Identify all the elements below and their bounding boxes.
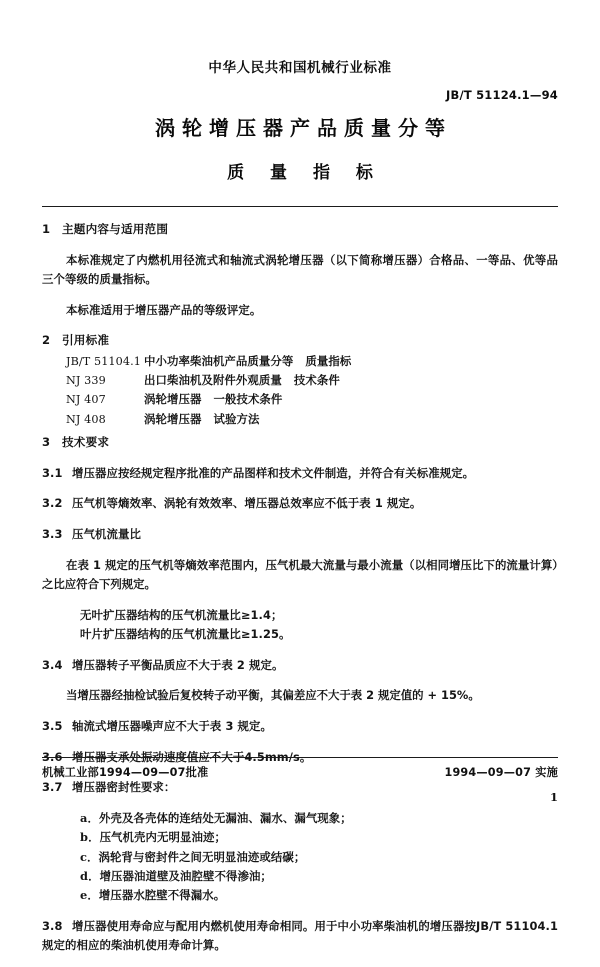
clause-3-8 [42,917,558,956]
clause-3-7-number: 3.7 [42,780,63,795]
list-item [42,352,558,371]
clause-3-6-number: 3.6 [42,749,63,764]
list-item [42,867,558,886]
clause-3-8-number: 3.8 [42,918,63,933]
clause-3-5-text: 轴流式增压器噪声应不大于表 3 规定。 [72,718,273,733]
section-heading-1 [42,220,558,239]
section-3-title: 技术要求 [62,434,110,449]
reference-title: 涡轮增压器 [144,392,202,407]
reference-subtitle: 技术条件 [293,372,340,387]
clause-3-7 [42,778,558,797]
item-letter: c． [80,849,99,864]
item-text: 压气机壳内无明显油迹； [99,830,226,845]
section-3-number: 3 [42,434,51,449]
list-item [42,410,558,429]
issuing-organization-line: 中华人民共和国机械行业标准 [208,60,392,76]
reference-code: NJ 408 [66,412,106,426]
masthead [0,60,600,76]
clause-3-2 [42,494,558,513]
reference-code: JB/T 51104.1 [66,354,141,368]
section-1-paragraph-1: 本标准规定了内燃机用径流式和轴流式涡轮增压器（以下简称增压器）合格品、一等品、优等品三个等级的质量指标。 [42,252,558,286]
reference-subtitle: 一般技术条件 [213,392,283,407]
item-text: 增压器水腔壁不得漏水。 [98,888,226,903]
implementation-date: 1994—09—07 实施 [444,766,558,779]
clause-3-4-body: 当增压器经抽检试验后复校转子动平衡，其偏差应不大于表 2 规定值的 + 15%。 [66,688,480,703]
clause-3-3-number: 3.3 [42,526,63,541]
document-body [42,216,558,967]
list-item [42,848,558,867]
clause-3-1-number: 3.1 [42,465,63,480]
section-2-title: 引用标准 [62,333,110,348]
standard-number: JB/T 51124.1—94 [446,88,558,102]
reference-code: NJ 407 [66,393,106,407]
clause-3-4 [42,656,558,675]
clause-3-1-text: 增压器应按经规定程序批准的产品图样和技术文件制造，并符合有关标准规定。 [72,465,475,480]
item-text: 涡轮背与密封件之间无明显油迹或结碳； [98,849,306,864]
reference-code: NJ 339 [66,373,106,387]
section-heading-3 [42,433,558,452]
reference-subtitle: 试验方法 [213,411,260,426]
list-item [42,809,558,828]
item-letter: e． [80,888,99,903]
approval-statement: 机械工业部1994—09—07批准 [42,766,209,779]
section-2-number: 2 [42,333,51,348]
clause-3-3 [42,525,558,544]
list-item [42,828,558,847]
clause-3-3-body: 在表 1 规定的压气机等熵效率范围内，压气机最大流量与最小流量（以相同增压比下的流量计算）之比应符合下列规定。 [42,557,558,591]
reference-title: 涡轮增压器 [144,411,202,426]
item-letter: b． [80,830,100,845]
page-number: 1 [549,790,558,804]
clause-3-2-number: 3.2 [42,496,63,511]
item-text: 增压器油道壁及油腔壁不得渗油； [99,868,272,883]
clause-3-7-text: 增压器密封性要求： [72,780,176,795]
item-letter: d． [80,868,100,883]
reference-title: 出口柴油机及附件外观质量 [144,372,282,387]
clause-3-3-item-1: 无叶扩压器结构的压气机流量比≥1.4； [80,607,283,622]
clause-3-8-text: 增压器使用寿命应与配用内燃机使用寿命相同。用于中小功率柴油机的增压器按JB/T 51104.1规定的相应的柴油机使用寿命计算。 [42,918,558,953]
list-item [42,886,558,905]
clause-3-3-text: 压气机流量比 [72,526,141,541]
referenced-standards-list [42,352,558,429]
clause-3-2-text: 压气机等熵效率、涡轮有效效率、增压器总效率应不低于表 1 规定。 [72,496,422,511]
clause-3-4-number: 3.4 [42,657,63,672]
item-text: 外壳及各壳体的连结处无漏油、漏水、漏气现象； [98,811,352,825]
reference-subtitle: 质量指标 [305,353,352,368]
section-heading-2 [42,331,558,350]
clause-3-5-number: 3.5 [42,718,63,733]
document-title: 涡轮增压器产品质量分等 [155,116,452,140]
section-1-number: 1 [42,222,51,236]
clause-3-1 [42,464,558,483]
item-letter: a． [80,811,99,825]
page-footer [42,764,558,780]
clause-3-6-text: 增压器支承处振动速度值应不大于4.5mm/s。 [72,749,312,764]
header-divider [42,206,558,207]
clause-3-7-sublist [42,809,558,905]
clause-3-3-item-2: 叶片扩压器结构的压气机流量比≥1.25。 [80,626,291,641]
section-1-paragraph-2: 本标准适用于增压器产品的等级评定。 [66,302,262,317]
clause-3-4-text: 增压器转子平衡品质应不大于表 2 规定。 [72,657,284,672]
document-subtitle: 质 量 指 标 [227,163,383,183]
clause-3-5 [42,717,558,736]
reference-title: 中小功率柴油机产品质量分等 [144,353,294,368]
footer-divider [42,757,558,758]
list-item [42,371,558,390]
list-item [42,390,558,409]
section-1-title: 主题内容与适用范围 [62,222,169,236]
